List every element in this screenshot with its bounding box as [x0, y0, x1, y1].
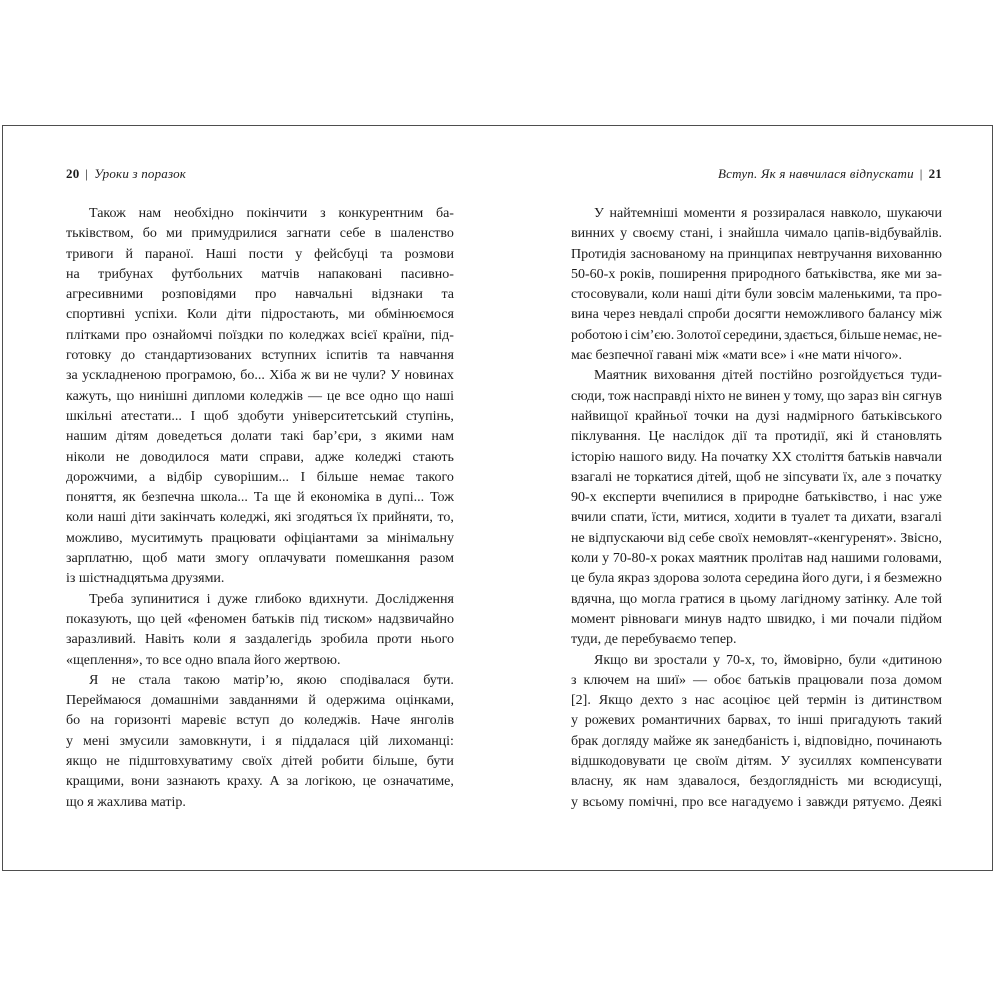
- left-page-number: 20: [66, 166, 80, 181]
- left-running-title: Уроки з поразок: [94, 166, 187, 181]
- text-line: зарплатню, щоб мати змогу оплачувати помешкання разом: [66, 551, 454, 567]
- left-page-header: [66, 165, 454, 183]
- text-line: якщо не підштовхуватиму своїх дітей робити більше, бути: [66, 754, 454, 770]
- text-line: взагалі не торкатися дітей, щоб не зіпсувати їх, але з початку: [571, 469, 942, 485]
- book-spread: [2, 125, 993, 871]
- text-line: готовку до стандартизованих вступних іспитів та навчання: [66, 348, 454, 364]
- text-line: дорожчими, а відбір суворішим... І більше немає такого: [66, 469, 454, 485]
- right-page-header: [571, 165, 942, 183]
- text-line: Я не стала такою матір’ю, якою сподівалася бути.: [89, 672, 454, 688]
- text-line: вчили спати, їсти, митися, ходити в туалет та дихати, взагалі: [571, 510, 942, 526]
- text-line: найвищої крайньої точки на дузі надмірного батьківського: [571, 408, 942, 424]
- text-line: у мені змусили замовкнути, і я піддалася цій лихоманці:: [66, 733, 454, 749]
- left-page: [66, 165, 454, 813]
- text-line: агресивними розповідями про навчальні відзнаки та: [66, 287, 454, 303]
- text-line: власну, як нам здавалося, бездоглядність ми всюдисущі,: [571, 774, 942, 790]
- text-line: історію нашого виду. На початку XX століття батьків навчали: [571, 449, 942, 465]
- text-line: ніколи не доводилося мати справи, адже коледжі стають: [66, 449, 454, 465]
- text-line: коли у 70-80-х роках маятник пролітав над нашими головами,: [571, 551, 942, 567]
- text-line: 90-х експерти вчепилися в природне батьківство, і нас уже: [571, 490, 942, 506]
- text-line: за ускладненою програмою, бо... Хіба ж ви не чули? У новинах: [66, 368, 454, 384]
- right-page: [571, 165, 942, 813]
- text-line: коли наші діти закінчать коледжі, які згодяться їх прийняти, то,: [66, 510, 454, 526]
- text-line: винних у своєму стані, і знайшла чимало цапів-відбувайлів.: [571, 226, 942, 242]
- text-line: має безпечної гавані між «мати все» і «не мати нічого».: [571, 348, 903, 364]
- text-line: у всьому помічні, про все нагадуємо і завжди рятуємо. Деякі: [571, 794, 942, 810]
- text-line: У найтемніші моменти я роззиралася навколо, шукаючи: [594, 206, 942, 221]
- text-line: Переймаюся домашніми завданнями й одержима оцінками,: [66, 693, 454, 709]
- text-line: роботою і сім’єю. Золотої середини, здається, більше немає, не-: [571, 327, 942, 343]
- text-line: поняття, як безпечна школа... Та ще й економіка в дупі... Тож: [66, 490, 454, 506]
- text-line: бо на горизонті маревіє вступ до коледжів. Наче янголів: [66, 713, 454, 729]
- text-line: це була якраз здорова золота середина його дуги, і я безмежно: [571, 571, 942, 587]
- text-line: Маятник виховання дітей постійно розгойдується туди-: [594, 368, 942, 384]
- text-line: не відпускаючи від себе своїх немовлят-«кенгуренят». Звісно,: [571, 530, 942, 546]
- text-line: кажуть, що нинішні дипломи коледжів — це все одно що наші: [66, 388, 454, 404]
- text-line: «щеплення», то все одно впала його жертвою.: [66, 652, 341, 668]
- text-line: нашим дітям доведеться долати такі бар’єри, з якими нам: [66, 429, 454, 445]
- right-running-title: Вступ. Як я навчилася відпускати: [717, 166, 914, 181]
- text-line: показують, що цей «феномен батьків під тиском» надзвичайно: [66, 611, 454, 627]
- right-page-text: [571, 204, 942, 813]
- right-page-number: 21: [928, 166, 942, 181]
- text-line: з ключем на шиї» — обоє батьків працювали поза домом: [571, 672, 942, 688]
- text-line: 50-60-х років, поширення природного батьківства, яке ми за-: [571, 266, 942, 282]
- text-line: стосовували, коли наші діти були зовсім маленькими, та про-: [571, 287, 942, 303]
- text-line: відшкодовувати це своїм дітям. У зусиллях компенсувати: [571, 754, 942, 770]
- text-line: заразливий. Навіть коли я заздалегідь зробила проти нього: [66, 632, 454, 648]
- text-line: тьківством, бо ми примудрилися загнати себе в шаленство: [66, 226, 454, 242]
- text-line: із шістнадцятьма друзями.: [66, 571, 225, 587]
- text-line: [2]. Якщо дехто з нас асоціює цей термін із дитинством: [571, 693, 942, 709]
- header-separator: |: [919, 166, 923, 181]
- text-line: спортивні успіхи. Коли діти підростають, ми обмінюємося: [66, 307, 454, 323]
- text-line: Протидія заснованому на принципах невтручання вихованню: [571, 246, 942, 262]
- left-page-text: [66, 204, 454, 813]
- text-line: що я жахлива матір.: [66, 794, 186, 810]
- text-line: туди, де перебуваємо тепер.: [571, 632, 737, 648]
- text-line: сюди, тож насправді ніхто не винен у тому, що зараз він сягнув: [571, 388, 942, 404]
- text-line: на трибунах футбольних матчів напаковані пасивно-: [66, 266, 454, 282]
- text-line: Також нам необхідно покінчити з конкурентним ба-: [89, 206, 454, 221]
- text-line: момент рівноваги минув надто швидко, і ми почали підйом: [571, 611, 942, 627]
- text-line: можливо, муситимуть працювати офіціантами за мінімальну: [66, 530, 454, 546]
- text-line: брак догляду майже як занедбаність і, відповідно, починають: [571, 733, 942, 749]
- text-line: у рожевих романтичних барвах, то інші пригадують такий: [571, 713, 942, 729]
- text-line: Якщо ви зростали у 70-х, то, ймовірно, були «дитиною: [594, 652, 942, 668]
- text-line: Треба зупинитися і дуже глибоко вдихнути. Дослідження: [89, 591, 454, 607]
- text-line: піклування. Це наслідок дії та протидії, які й становлять: [571, 429, 942, 445]
- text-line: кращими, вони зазнають краху. А за логікою, це означатиме,: [66, 774, 454, 790]
- text-line: тривоги й параної. Наші пости у фейсбуці та розмови: [66, 246, 454, 262]
- header-separator: |: [85, 166, 89, 181]
- text-line: шкільні атестати... І щоб здобути університетський ступінь,: [66, 408, 454, 424]
- text-line: вдячна, що могла гратися в цьому лагідному затінку. Але той: [571, 591, 942, 607]
- text-line: плітками про ознайомчі поїздки по коледжах всієї країни, під-: [66, 327, 454, 343]
- text-line: вина через невдалі спроби досягти неможливого балансу між: [571, 307, 942, 323]
